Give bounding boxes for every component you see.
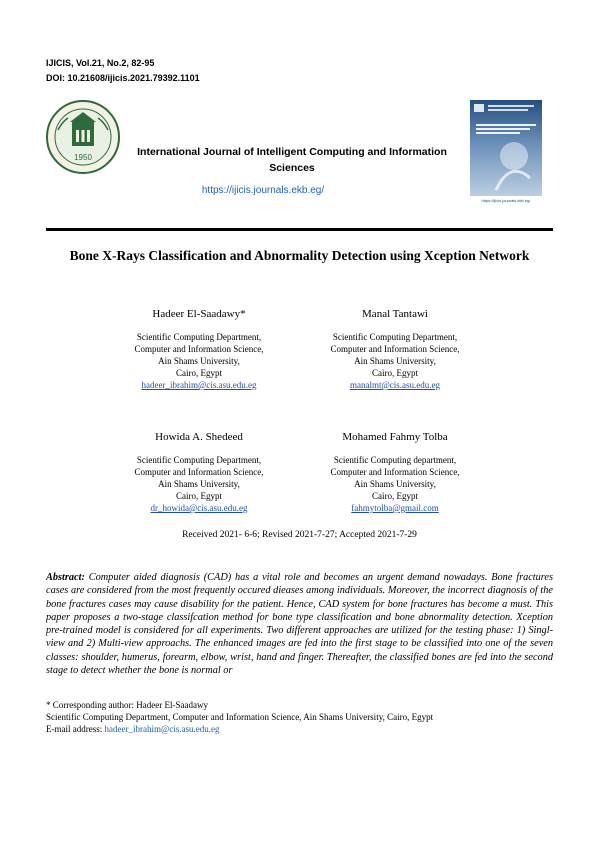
author-email-link[interactable]: manalmt@cis.asu.edu.eg bbox=[349, 380, 440, 390]
footnote-email-label: E-mail address: bbox=[46, 724, 103, 734]
citation-volume: IJICIS, Vol.21, No.2, 82-95 bbox=[46, 58, 155, 68]
author-block bbox=[104, 431, 294, 514]
author-city: Cairo, Egypt bbox=[176, 368, 222, 378]
paper-title: Bone X-Rays Classification and Abnormality Detection using Xception Network bbox=[69, 248, 530, 263]
submission-dates: Received 2021- 6-6; Revised 2021-7-27; Accepted 2021-7-29 bbox=[182, 530, 417, 540]
author-dept: Scientific Computing Department, bbox=[136, 455, 262, 465]
author-block bbox=[104, 308, 294, 391]
author-block bbox=[300, 308, 490, 391]
header-rule bbox=[46, 228, 553, 231]
university-logo bbox=[46, 100, 120, 174]
journal-cover-image bbox=[470, 100, 542, 204]
author-name: Mohamed Fahmy Tolba bbox=[342, 431, 448, 443]
abstract-label: Abstract: bbox=[46, 572, 85, 583]
author-faculty: Computer and Information Science, bbox=[330, 344, 460, 354]
abstract-text: Computer aided diagnosis (CAD) has a vital role and becomes an urgent demand nowadays. Bone fractures cases are considered from the most frequently occured dieases among individuals. Moreover, the incorrect diagnosis of the bone fractures cases may cause disability for the patient. Hence, CAD system for bone fractures has become a must. This paper proposes a two-stage classifcation method for bone type classification and bone abnormality detection. Xception pre-trained model is considered for all experiments. Two different approaches are utilized for the testing phase: 1) Singl-view and 2) Multi-view approachs. The enhanced images are fed into the first stage to be classified into one of the seven classes: shoulder, humerus, forearm, elbow, wrist, hand and finger. Thereafter, the classified bones are fed into the second stage to detect whether the bone is normal or bbox=[46, 572, 553, 677]
author-dept: Scientific Computing department, bbox=[333, 455, 457, 465]
footnote-affiliation: Scientific Computing Department, Computer and Information Science, Ain Shams University, Cairo, Egypt bbox=[46, 712, 434, 722]
journal-url-link[interactable]: https://ijicis.journals.ekb.eg/ bbox=[201, 185, 325, 196]
author-city: Cairo, Egypt bbox=[372, 491, 418, 501]
author-faculty: Computer and Information Science, bbox=[134, 467, 264, 477]
footnote bbox=[46, 699, 553, 735]
author-block bbox=[300, 431, 490, 514]
footnote-email-line bbox=[46, 723, 553, 735]
author-city: Cairo, Egypt bbox=[372, 368, 418, 378]
author-name: Manal Tantawi bbox=[362, 308, 428, 320]
author-email-link[interactable]: hadeer_ibrahim@cis.asu.edu.eg bbox=[141, 380, 257, 390]
author-email-link[interactable]: dr_howida@cis.asu.edu.eg bbox=[150, 503, 248, 513]
journal-name: International Journal of Intelligent Computing and Information Sciences bbox=[137, 146, 447, 174]
author-university: Ain Shams University, bbox=[354, 479, 436, 489]
author-university: Ain Shams University, bbox=[354, 356, 436, 366]
logo-year: 1950 bbox=[74, 153, 92, 162]
abstract bbox=[46, 571, 553, 695]
author-name: Hadeer El-Saadawy* bbox=[152, 308, 246, 320]
author-dept: Scientific Computing Department, bbox=[136, 332, 262, 342]
author-name: Howida A. Shedeed bbox=[155, 431, 243, 443]
citation-doi: DOI: 10.21608/ijicis.2021.79392.1101 bbox=[46, 73, 200, 83]
author-city: Cairo, Egypt bbox=[176, 491, 222, 501]
citation-block bbox=[46, 56, 200, 86]
author-faculty: Computer and Information Science, bbox=[134, 344, 264, 354]
footnote-email-link[interactable]: hadeer_ibrahim@cis.asu.edu.eg bbox=[104, 724, 220, 734]
author-faculty: Computer and Information Science, bbox=[330, 467, 460, 477]
author-email-link[interactable]: fahmytolba@gmail.com bbox=[351, 503, 439, 513]
author-university: Ain Shams University, bbox=[158, 356, 240, 366]
cover-footer-url: https://ijicis.journals.ekb.eg/ bbox=[481, 198, 531, 203]
author-dept: Scientific Computing Department, bbox=[332, 332, 458, 342]
author-university: Ain Shams University, bbox=[158, 479, 240, 489]
footnote-corresponding: * Corresponding author: Hadeer El-Saadawy bbox=[46, 700, 208, 710]
